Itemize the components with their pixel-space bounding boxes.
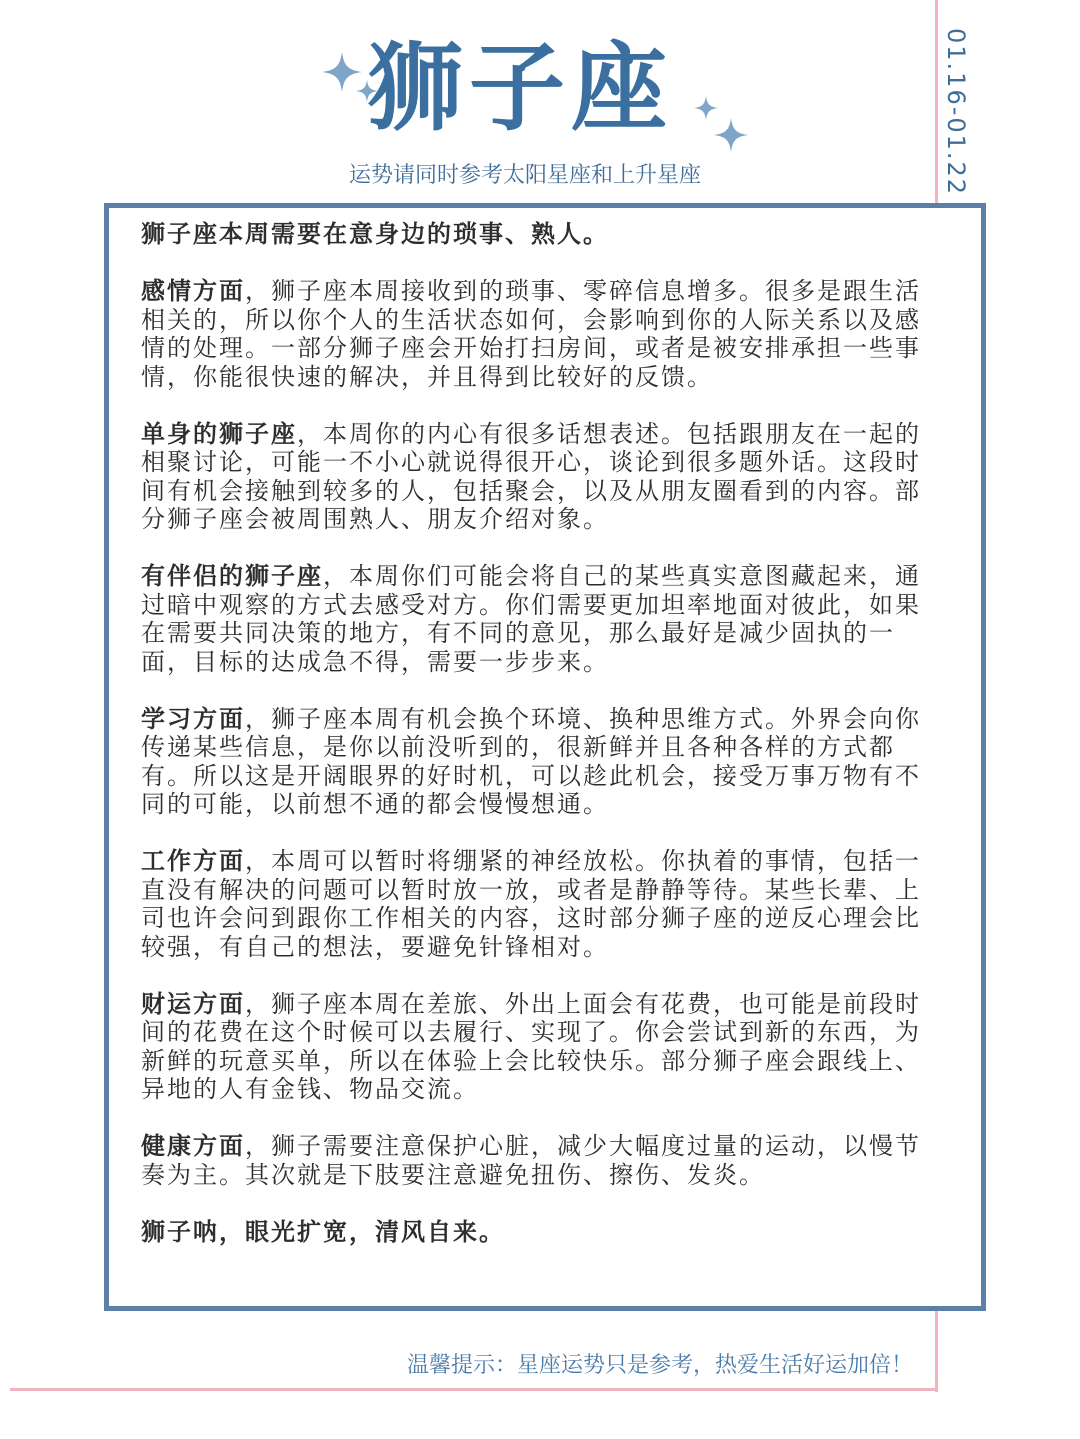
horoscope-text	[141, 220, 921, 1246]
intro-paragraph	[141, 220, 921, 249]
section-love	[141, 277, 921, 391]
section-body: ，狮子需要注意保护心脏，减少大幅度过量的运动，以慢节奏为主。其次就是下肢要注意避免扭伤、擦伤、发炎。	[141, 1132, 921, 1189]
footer-tip: 温馨提示：星座运势只是参考，热爱生活好运加倍！	[406, 1353, 913, 1378]
closing-paragraph	[141, 1218, 921, 1247]
section-study	[141, 705, 921, 819]
section-heading: 学习方面	[141, 704, 245, 733]
section-wealth	[141, 990, 921, 1104]
page-subtitle: 运势请同时参考太阳星座和上升星座	[348, 163, 701, 188]
section-body: ，狮子座本周接收到的琐事、零碎信息增多。很多是跟生活相关的，所以你个人的生活状态如何，会影响到你的人际关系以及感情的处理。一部分狮子座会开始打扫房间，或者是被安排承担一些事情，你能很快速的解决，并且得到比较好的反馈。	[141, 277, 921, 391]
date-range: 01.16-01.22	[942, 28, 970, 197]
section-heading: 感情方面	[141, 277, 245, 305]
page-title: 狮子座	[367, 32, 673, 144]
section-heading: 单身的狮子座	[141, 419, 297, 448]
section-single	[141, 420, 921, 534]
section-heading: 有伴侣的狮子座	[141, 562, 323, 590]
section-health	[141, 1132, 921, 1189]
section-body: ，狮子座本周在差旅、外出上面会有花费，也可能是前段时间的花费在这个时候可以去履行、实现了。你会尝试到新的东西，为新鲜的玩意买单，所以在体验上会比较快乐。部分狮子座会跟线上、异地的人有金钱、物品交流。	[141, 989, 921, 1103]
section-body: ，本周可以暂时将绷紧的神经放松。你执着的事情，包括一直没有解决的问题可以暂时放一放，或者是静静等待。某些长辈、上司也许会问到跟你工作相关的内容，这时部分狮子座的逆反心理会比较强，有自己的想法，要避免针锋相对。	[141, 847, 921, 961]
section-heading: 健康方面	[141, 1132, 245, 1160]
section-partnered	[141, 562, 921, 676]
section-heading: 财运方面	[141, 989, 245, 1018]
closing-text: 狮子呐，眼光扩宽，清风自来。	[141, 1217, 505, 1246]
section-work	[141, 847, 921, 961]
section-body: ，狮子座本周有机会换个环境、换种思维方式。外界会向你传递某些信息，是你以前没听到的，很新鲜并且各种各样的方式都有。所以这是开阔眼界的好时机，可以趁此机会，接受万事万物有不同的可能，以前想不通的都会慢慢想通。	[141, 704, 921, 818]
decorative-horizontal-line	[10, 1388, 938, 1391]
intro-text: 狮子座本周需要在意身边的琐事、熟人。	[141, 220, 609, 248]
section-body: ，本周你们可能会将自己的某些真实意图藏起来，通过暗中观察的方式去感受对方。你们需要更加坦率地面对彼此，如果在需要共同决策的地方，有不同的意见，那么最好是减少固执的一面，目标的达成急不得，需要一步步来。	[141, 562, 921, 676]
horoscope-content-box	[104, 203, 986, 1311]
section-heading: 工作方面	[141, 847, 245, 875]
section-body: ，本周你的内心有很多话想表述。包括跟朋友在一起的相聚讨论，可能一不小心就说得很开心，谈论到很多题外话。这段时间有机会接触到较多的人，包括聚会，以及从朋友圈看到的内容。部分狮子座会被周围熟人、朋友介绍对象。	[141, 419, 921, 533]
